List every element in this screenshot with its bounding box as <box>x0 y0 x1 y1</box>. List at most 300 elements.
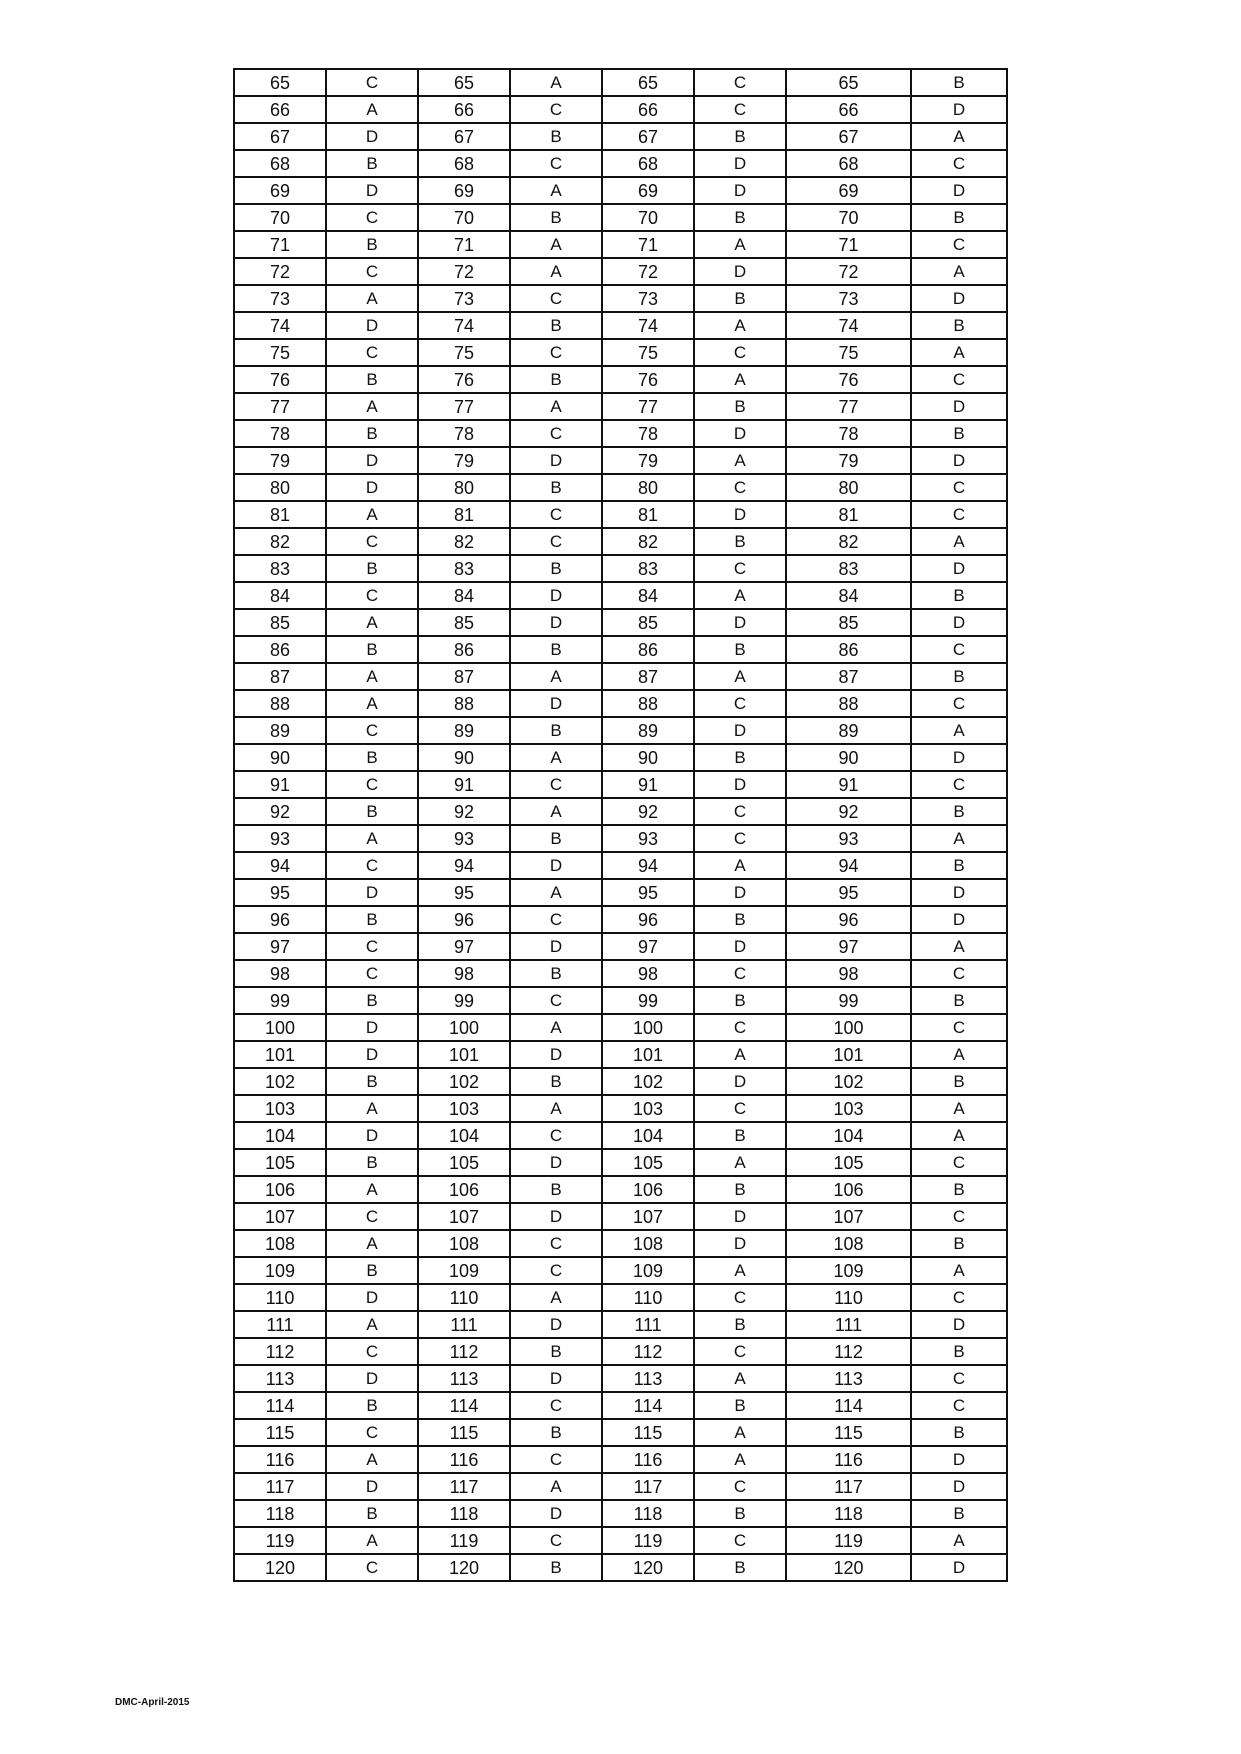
question-number-cell: 96 <box>786 906 911 933</box>
question-number-cell: 120 <box>234 1554 326 1581</box>
question-number-cell: 106 <box>418 1176 510 1203</box>
answer-cell: C <box>911 1365 1007 1392</box>
question-number-cell: 120 <box>418 1554 510 1581</box>
answer-cell: B <box>911 798 1007 825</box>
answer-cell: D <box>911 1311 1007 1338</box>
question-number-cell: 90 <box>786 744 911 771</box>
question-number-cell: 115 <box>786 1419 911 1446</box>
answer-cell: A <box>510 258 602 285</box>
answer-cell: B <box>911 1068 1007 1095</box>
answer-cell: A <box>326 96 418 123</box>
answer-cell: A <box>911 1041 1007 1068</box>
table-row <box>234 312 1007 339</box>
answer-cell: D <box>510 690 602 717</box>
question-number-cell: 110 <box>234 1284 326 1311</box>
answer-cell: B <box>510 366 602 393</box>
answer-cell: D <box>694 150 786 177</box>
answer-cell: B <box>911 1338 1007 1365</box>
question-number-cell: 71 <box>418 231 510 258</box>
answer-cell: A <box>911 1095 1007 1122</box>
table-row <box>234 447 1007 474</box>
answer-cell: B <box>510 555 602 582</box>
table-row <box>234 987 1007 1014</box>
answer-cell: B <box>911 69 1007 96</box>
answer-cell: A <box>694 582 786 609</box>
question-number-cell: 75 <box>786 339 911 366</box>
answer-cell: C <box>694 960 786 987</box>
question-number-cell: 70 <box>786 204 911 231</box>
question-number-cell: 70 <box>234 204 326 231</box>
answer-cell: C <box>694 1338 786 1365</box>
question-number-cell: 78 <box>602 420 694 447</box>
table-row <box>234 1149 1007 1176</box>
answer-cell: B <box>694 906 786 933</box>
answer-cell: A <box>326 825 418 852</box>
question-number-cell: 102 <box>602 1068 694 1095</box>
answer-cell: A <box>510 1473 602 1500</box>
answer-cell: C <box>510 1257 602 1284</box>
answer-cell: B <box>911 1230 1007 1257</box>
question-number-cell: 102 <box>234 1068 326 1095</box>
answer-cell: C <box>694 825 786 852</box>
answer-cell: B <box>510 123 602 150</box>
question-number-cell: 88 <box>786 690 911 717</box>
table-row <box>234 798 1007 825</box>
answer-cell: C <box>911 1284 1007 1311</box>
question-number-cell: 82 <box>234 528 326 555</box>
answer-cell: D <box>510 1203 602 1230</box>
question-number-cell: 97 <box>418 933 510 960</box>
question-number-cell: 84 <box>602 582 694 609</box>
question-number-cell: 94 <box>418 852 510 879</box>
table-row <box>234 258 1007 285</box>
table-row <box>234 933 1007 960</box>
answer-cell: B <box>326 987 418 1014</box>
table-row <box>234 339 1007 366</box>
question-number-cell: 89 <box>602 717 694 744</box>
answer-cell: C <box>510 1122 602 1149</box>
answer-cell: B <box>911 852 1007 879</box>
answer-cell: A <box>326 393 418 420</box>
table-row <box>234 1338 1007 1365</box>
table-row <box>234 1284 1007 1311</box>
answer-cell: C <box>911 1203 1007 1230</box>
answer-cell: B <box>911 987 1007 1014</box>
question-number-cell: 68 <box>602 150 694 177</box>
question-number-cell: 88 <box>234 690 326 717</box>
answer-cell: A <box>326 609 418 636</box>
question-number-cell: 118 <box>418 1500 510 1527</box>
table-row <box>234 852 1007 879</box>
answer-cell: D <box>510 933 602 960</box>
answer-cell: D <box>326 1473 418 1500</box>
question-number-cell: 86 <box>234 636 326 663</box>
question-number-cell: 98 <box>234 960 326 987</box>
question-number-cell: 97 <box>602 933 694 960</box>
answer-cell: A <box>694 852 786 879</box>
question-number-cell: 67 <box>418 123 510 150</box>
table-row <box>234 69 1007 96</box>
answer-cell: D <box>911 96 1007 123</box>
question-number-cell: 72 <box>602 258 694 285</box>
question-number-cell: 118 <box>786 1500 911 1527</box>
question-number-cell: 94 <box>602 852 694 879</box>
question-number-cell: 111 <box>602 1311 694 1338</box>
question-number-cell: 119 <box>234 1527 326 1554</box>
answer-cell: C <box>510 771 602 798</box>
question-number-cell: 89 <box>418 717 510 744</box>
question-number-cell: 106 <box>602 1176 694 1203</box>
question-number-cell: 98 <box>418 960 510 987</box>
question-number-cell: 117 <box>418 1473 510 1500</box>
question-number-cell: 91 <box>234 771 326 798</box>
question-number-cell: 82 <box>786 528 911 555</box>
answer-cell: A <box>694 366 786 393</box>
answer-cell: C <box>326 771 418 798</box>
question-number-cell: 111 <box>418 1311 510 1338</box>
answer-cell: C <box>911 1392 1007 1419</box>
answer-cell: D <box>510 1311 602 1338</box>
question-number-cell: 82 <box>602 528 694 555</box>
question-number-cell: 66 <box>418 96 510 123</box>
answer-cell: A <box>694 312 786 339</box>
answer-cell: D <box>911 1446 1007 1473</box>
answer-cell: C <box>694 1284 786 1311</box>
question-number-cell: 69 <box>234 177 326 204</box>
answer-cell: A <box>694 1041 786 1068</box>
question-number-cell: 100 <box>786 1014 911 1041</box>
answer-cell: D <box>694 717 786 744</box>
question-number-cell: 118 <box>602 1500 694 1527</box>
question-number-cell: 69 <box>418 177 510 204</box>
question-number-cell: 117 <box>602 1473 694 1500</box>
table-row <box>234 879 1007 906</box>
answer-cell: A <box>694 1446 786 1473</box>
answer-cell: A <box>911 1257 1007 1284</box>
question-number-cell: 86 <box>786 636 911 663</box>
answer-cell: B <box>326 231 418 258</box>
question-number-cell: 86 <box>602 636 694 663</box>
question-number-cell: 85 <box>786 609 911 636</box>
question-number-cell: 71 <box>234 231 326 258</box>
table-row <box>234 366 1007 393</box>
question-number-cell: 78 <box>786 420 911 447</box>
question-number-cell: 92 <box>602 798 694 825</box>
question-number-cell: 95 <box>602 879 694 906</box>
question-number-cell: 76 <box>602 366 694 393</box>
question-number-cell: 98 <box>786 960 911 987</box>
question-number-cell: 112 <box>786 1338 911 1365</box>
question-number-cell: 93 <box>786 825 911 852</box>
answer-cell: A <box>694 1419 786 1446</box>
answer-cell: D <box>694 258 786 285</box>
answer-cell: A <box>326 501 418 528</box>
answer-cell: D <box>326 177 418 204</box>
table-row <box>234 1230 1007 1257</box>
question-number-cell: 104 <box>602 1122 694 1149</box>
question-number-cell: 87 <box>786 663 911 690</box>
question-number-cell: 71 <box>602 231 694 258</box>
answer-cell: B <box>326 1068 418 1095</box>
answer-cell: C <box>326 852 418 879</box>
question-number-cell: 116 <box>418 1446 510 1473</box>
table-row <box>234 1500 1007 1527</box>
answer-cell: D <box>694 1230 786 1257</box>
answer-cell: B <box>326 744 418 771</box>
table-row <box>234 474 1007 501</box>
answer-cell: B <box>326 1392 418 1419</box>
answer-cell: A <box>326 1095 418 1122</box>
answer-cell: A <box>510 1014 602 1041</box>
answer-cell: C <box>911 1014 1007 1041</box>
answer-cell: A <box>694 1365 786 1392</box>
answer-cell: D <box>694 771 786 798</box>
question-number-cell: 85 <box>234 609 326 636</box>
question-number-cell: 99 <box>786 987 911 1014</box>
answer-cell: B <box>326 1149 418 1176</box>
question-number-cell: 74 <box>418 312 510 339</box>
answer-cell: A <box>510 1095 602 1122</box>
question-number-cell: 101 <box>418 1041 510 1068</box>
answer-cell: D <box>326 1014 418 1041</box>
answer-cell: B <box>326 150 418 177</box>
answer-cell: A <box>326 663 418 690</box>
answer-cell: A <box>694 1149 786 1176</box>
answer-cell: C <box>694 1527 786 1554</box>
answer-cell: B <box>326 1500 418 1527</box>
answer-cell: B <box>694 1311 786 1338</box>
question-number-cell: 87 <box>602 663 694 690</box>
answer-cell: B <box>510 474 602 501</box>
answer-cell: D <box>694 1203 786 1230</box>
table-row <box>234 555 1007 582</box>
question-number-cell: 92 <box>786 798 911 825</box>
question-number-cell: 103 <box>234 1095 326 1122</box>
question-number-cell: 68 <box>786 150 911 177</box>
question-number-cell: 98 <box>602 960 694 987</box>
question-number-cell: 77 <box>418 393 510 420</box>
question-number-cell: 85 <box>602 609 694 636</box>
question-number-cell: 88 <box>418 690 510 717</box>
answer-cell: A <box>694 231 786 258</box>
table-row <box>234 825 1007 852</box>
answer-cell: A <box>510 393 602 420</box>
question-number-cell: 87 <box>418 663 510 690</box>
question-number-cell: 108 <box>786 1230 911 1257</box>
question-number-cell: 105 <box>786 1149 911 1176</box>
answer-cell: C <box>510 906 602 933</box>
question-number-cell: 68 <box>418 150 510 177</box>
table-row <box>234 1014 1007 1041</box>
question-number-cell: 97 <box>786 933 911 960</box>
table-row <box>234 1392 1007 1419</box>
question-number-cell: 102 <box>786 1068 911 1095</box>
answer-cell: A <box>911 258 1007 285</box>
question-number-cell: 91 <box>602 771 694 798</box>
answer-cell: C <box>510 1392 602 1419</box>
answer-cell: A <box>694 663 786 690</box>
answer-cell: B <box>911 582 1007 609</box>
answer-cell: D <box>694 420 786 447</box>
question-number-cell: 105 <box>602 1149 694 1176</box>
question-number-cell: 79 <box>602 447 694 474</box>
question-number-cell: 110 <box>418 1284 510 1311</box>
question-number-cell: 101 <box>602 1041 694 1068</box>
question-number-cell: 113 <box>602 1365 694 1392</box>
answer-cell: C <box>326 582 418 609</box>
answer-cell: D <box>510 1500 602 1527</box>
question-number-cell: 65 <box>602 69 694 96</box>
table-row <box>234 1554 1007 1581</box>
question-number-cell: 105 <box>234 1149 326 1176</box>
answer-cell: C <box>510 528 602 555</box>
question-number-cell: 111 <box>786 1311 911 1338</box>
answer-cell: D <box>911 744 1007 771</box>
question-number-cell: 95 <box>234 879 326 906</box>
table-row <box>234 609 1007 636</box>
answer-cell: C <box>694 1095 786 1122</box>
question-number-cell: 117 <box>234 1473 326 1500</box>
question-number-cell: 109 <box>234 1257 326 1284</box>
question-number-cell: 88 <box>602 690 694 717</box>
answer-cell: D <box>510 1041 602 1068</box>
answer-cell: B <box>694 393 786 420</box>
answer-cell: C <box>326 1338 418 1365</box>
question-number-cell: 78 <box>234 420 326 447</box>
question-number-cell: 104 <box>418 1122 510 1149</box>
answer-cell: C <box>510 150 602 177</box>
table-row <box>234 204 1007 231</box>
answer-cell: C <box>326 933 418 960</box>
answer-cell: B <box>694 285 786 312</box>
answer-cell: D <box>911 447 1007 474</box>
question-number-cell: 100 <box>602 1014 694 1041</box>
question-number-cell: 106 <box>234 1176 326 1203</box>
table-row <box>234 771 1007 798</box>
answer-cell: C <box>694 798 786 825</box>
question-number-cell: 95 <box>418 879 510 906</box>
question-number-cell: 111 <box>234 1311 326 1338</box>
answer-cell: B <box>911 312 1007 339</box>
question-number-cell: 90 <box>418 744 510 771</box>
question-number-cell: 92 <box>234 798 326 825</box>
question-number-cell: 112 <box>602 1338 694 1365</box>
answer-key-body <box>234 69 1007 1581</box>
table-row <box>234 1176 1007 1203</box>
question-number-cell: 99 <box>418 987 510 1014</box>
answer-cell: B <box>326 798 418 825</box>
answer-cell: B <box>694 987 786 1014</box>
question-number-cell: 66 <box>786 96 911 123</box>
answer-cell: B <box>326 555 418 582</box>
answer-cell: C <box>694 69 786 96</box>
question-number-cell: 90 <box>602 744 694 771</box>
answer-cell: C <box>911 474 1007 501</box>
answer-cell: D <box>510 609 602 636</box>
answer-cell: D <box>911 879 1007 906</box>
answer-cell: C <box>510 420 602 447</box>
answer-cell: B <box>694 1554 786 1581</box>
answer-cell: C <box>911 501 1007 528</box>
answer-cell: C <box>911 150 1007 177</box>
question-number-cell: 81 <box>602 501 694 528</box>
answer-cell: D <box>510 1365 602 1392</box>
question-number-cell: 96 <box>418 906 510 933</box>
answer-cell: D <box>326 1041 418 1068</box>
answer-cell: D <box>911 393 1007 420</box>
answer-cell: A <box>510 1284 602 1311</box>
question-number-cell: 89 <box>786 717 911 744</box>
answer-cell: B <box>326 636 418 663</box>
question-number-cell: 71 <box>786 231 911 258</box>
answer-cell: D <box>911 906 1007 933</box>
question-number-cell: 67 <box>234 123 326 150</box>
question-number-cell: 110 <box>602 1284 694 1311</box>
answer-cell: B <box>510 825 602 852</box>
table-row <box>234 528 1007 555</box>
answer-cell: D <box>326 474 418 501</box>
question-number-cell: 119 <box>786 1527 911 1554</box>
question-number-cell: 83 <box>602 555 694 582</box>
answer-cell: A <box>510 744 602 771</box>
question-number-cell: 96 <box>602 906 694 933</box>
question-number-cell: 80 <box>786 474 911 501</box>
answer-cell: D <box>326 312 418 339</box>
question-number-cell: 82 <box>418 528 510 555</box>
answer-cell: B <box>694 744 786 771</box>
question-number-cell: 66 <box>234 96 326 123</box>
question-number-cell: 87 <box>234 663 326 690</box>
answer-cell: B <box>510 1338 602 1365</box>
answer-cell: B <box>510 717 602 744</box>
answer-cell: B <box>694 528 786 555</box>
question-number-cell: 65 <box>418 69 510 96</box>
answer-cell: C <box>510 285 602 312</box>
answer-cell: A <box>510 879 602 906</box>
table-row <box>234 906 1007 933</box>
question-number-cell: 101 <box>786 1041 911 1068</box>
answer-cell: C <box>510 987 602 1014</box>
table-row <box>234 1257 1007 1284</box>
answer-cell: C <box>326 528 418 555</box>
answer-cell: C <box>326 258 418 285</box>
answer-cell: B <box>694 1176 786 1203</box>
answer-cell: B <box>694 1122 786 1149</box>
question-number-cell: 72 <box>786 258 911 285</box>
question-number-cell: 97 <box>234 933 326 960</box>
question-number-cell: 120 <box>786 1554 911 1581</box>
question-number-cell: 65 <box>786 69 911 96</box>
question-number-cell: 109 <box>418 1257 510 1284</box>
table-row <box>234 663 1007 690</box>
answer-cell: B <box>510 204 602 231</box>
answer-cell: D <box>510 852 602 879</box>
question-number-cell: 115 <box>418 1419 510 1446</box>
question-number-cell: 114 <box>602 1392 694 1419</box>
question-number-cell: 73 <box>418 285 510 312</box>
answer-cell: A <box>326 1446 418 1473</box>
answer-cell: D <box>911 285 1007 312</box>
question-number-cell: 74 <box>786 312 911 339</box>
question-number-cell: 94 <box>786 852 911 879</box>
answer-cell: C <box>326 717 418 744</box>
question-number-cell: 69 <box>786 177 911 204</box>
table-row <box>234 717 1007 744</box>
answer-cell: A <box>911 933 1007 960</box>
answer-cell: A <box>510 231 602 258</box>
question-number-cell: 93 <box>418 825 510 852</box>
table-row <box>234 636 1007 663</box>
